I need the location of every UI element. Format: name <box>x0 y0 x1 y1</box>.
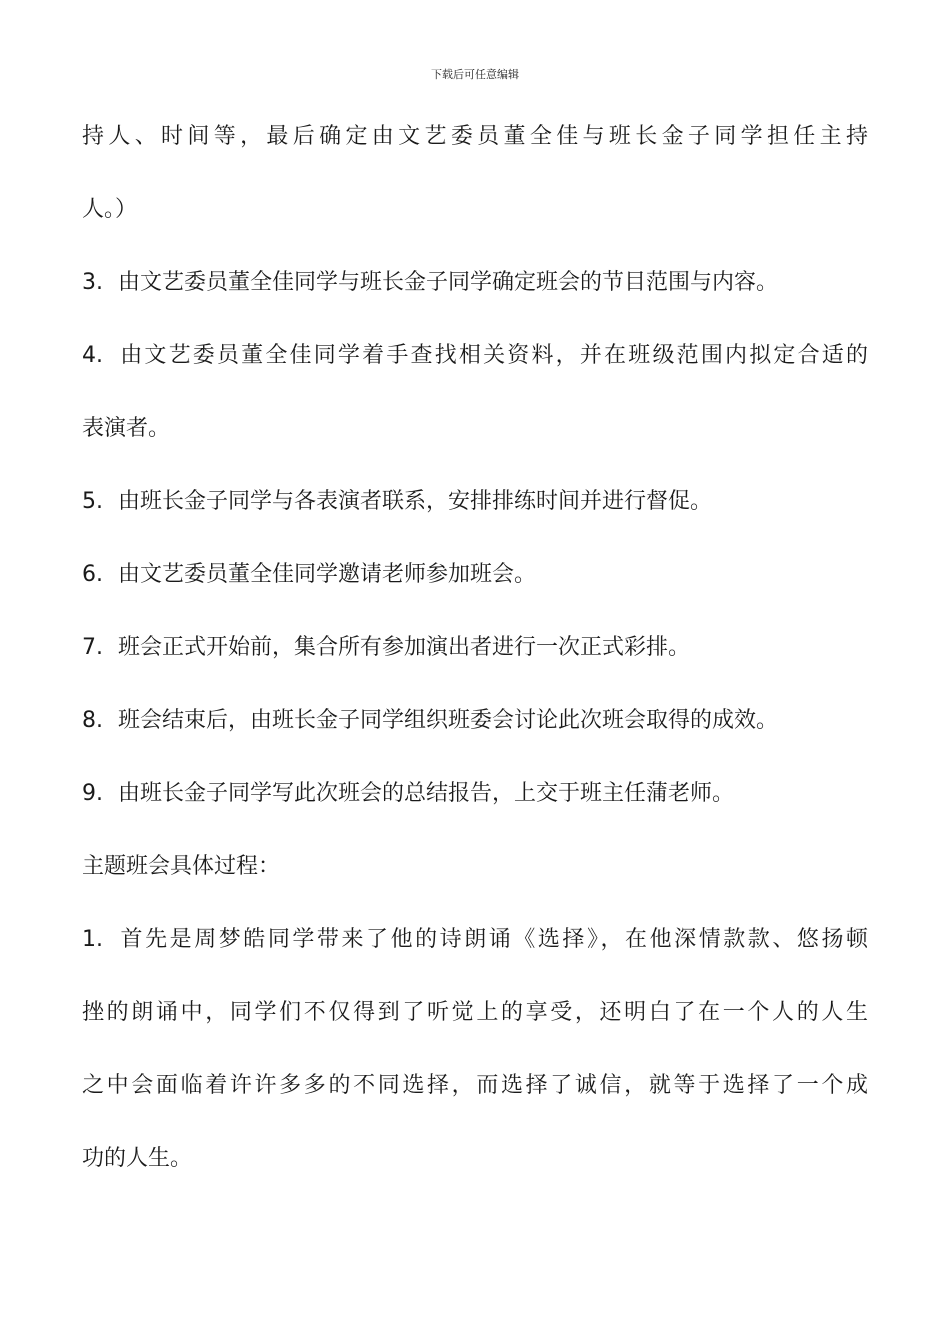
paragraph <box>82 100 868 246</box>
list-number: 7. <box>82 635 103 660</box>
text-line: 由文艺委员董全佳同学着手查找相关资料，并在班级范围内拟定合适的 <box>118 343 868 368</box>
page-header-note: 下载后可任意编辑 <box>431 68 519 81</box>
text-line: 之中会面临着许许多多的不同选择，而选择了诚信，就等于选择了一个成 <box>82 1073 868 1098</box>
list-item <box>82 757 868 830</box>
text-line-first <box>82 319 868 392</box>
list-number: 6. <box>82 562 103 587</box>
list-number: 8. <box>82 708 103 733</box>
list-item <box>82 611 868 684</box>
section-heading: 主题班会具体过程： <box>82 854 281 879</box>
text-line: 首先是周梦皓同学带来了他的诗朗诵《选择》，在他深情款款、悠扬顿 <box>118 927 868 952</box>
document-body <box>82 100 868 1195</box>
text-line-first <box>82 903 868 976</box>
list-number: 5. <box>82 489 103 514</box>
list-item <box>82 684 868 757</box>
list-item <box>82 465 868 538</box>
text-line: 由班长金子同学与各表演者联系，安排排练时间并进行督促。 <box>118 489 713 514</box>
list-number: 4. <box>82 343 103 368</box>
text-line: 由文艺委员董全佳同学与班长金子同学确定班会的节目范围与内容。 <box>118 270 779 295</box>
list-number: 3. <box>82 270 103 295</box>
text-line: 功的人生。 <box>82 1146 193 1171</box>
text-line: 班会结束后，由班长金子同学组织班委会讨论此次班会取得的成效。 <box>118 708 779 733</box>
list-number: 9. <box>82 781 103 806</box>
list-item <box>82 246 868 319</box>
text-line: 由文艺委员董全佳同学邀请老师参加班会。 <box>118 562 537 587</box>
list-item <box>82 903 868 1195</box>
text-line: 人。） <box>82 197 138 222</box>
list-item <box>82 319 868 465</box>
list-item <box>82 538 868 611</box>
text-line: 由班长金子同学写此次班会的总结报告，上交于班主任蒲老师。 <box>118 781 735 806</box>
text-line: 持人、时间等，最后确定由文艺委员董全佳与班长金子同学担任主持 <box>82 124 868 149</box>
text-line: 表演者。 <box>82 416 171 441</box>
text-line: 班会正式开始前，集合所有参加演出者进行一次正式彩排。 <box>118 635 691 660</box>
text-line: 挫的朗诵中，同学们不仅得到了听觉上的享受，还明白了在一个人的人生 <box>82 1000 868 1025</box>
list-number: 1. <box>82 927 103 952</box>
